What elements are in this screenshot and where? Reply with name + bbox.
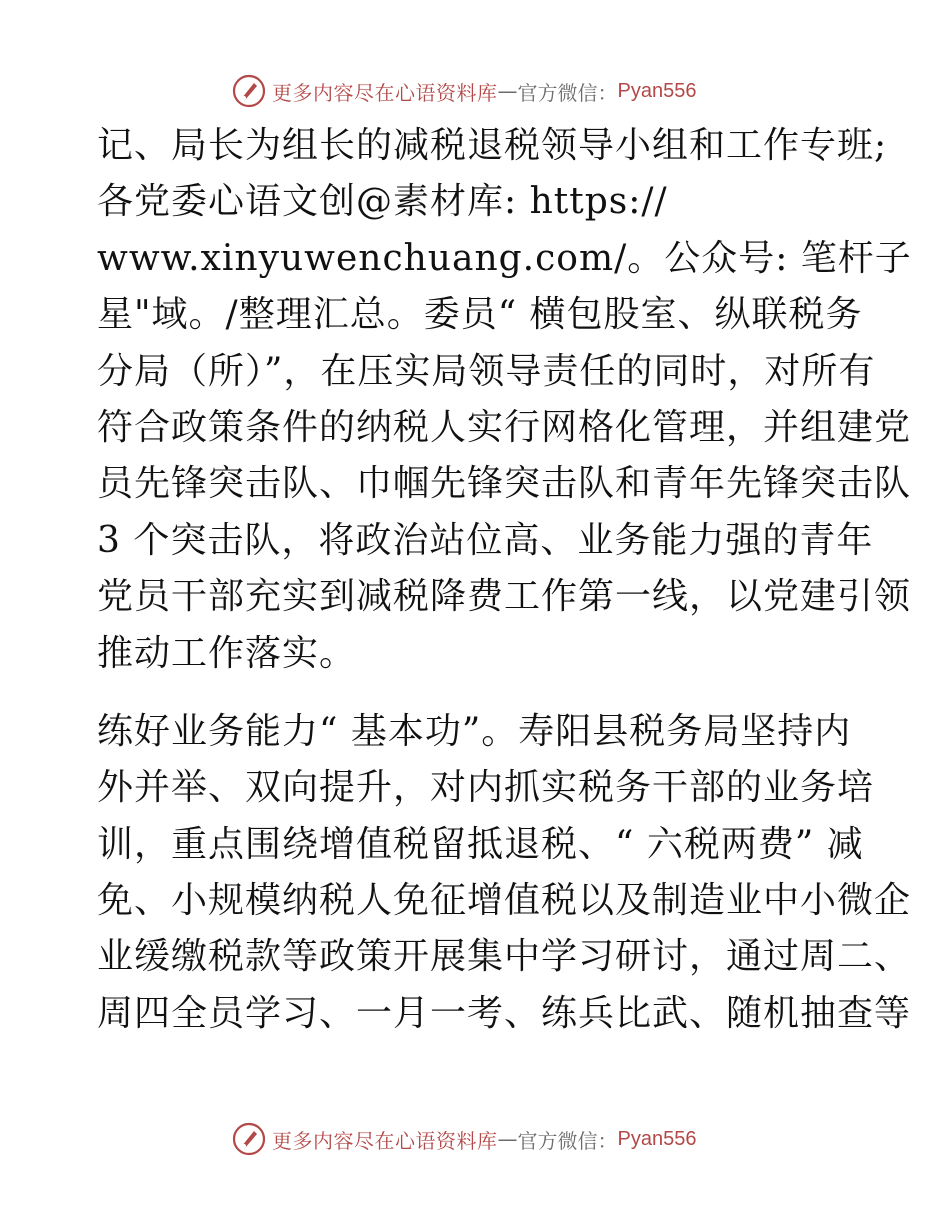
watermark-contact-label: 官方微信： [517,1128,618,1153]
pen-nib-logo-icon [232,74,266,108]
document-body [97,118,912,1042]
watermark-separator: — [497,79,518,103]
pen-nib-logo-icon [232,1122,266,1156]
text-line: 周四全员学习、一月一考、练兵比武、随机抽查等 [97,992,912,1034]
watermark-contact-label: 官方微信： [517,80,618,105]
text-line: 党员干部充实到减税降费工作第一线，以党建引领 [97,576,912,618]
text-line: 训，重点围绕增值税留抵退税、“ 六税两费” 减 [97,823,864,865]
text-line: www.xinyuwenchuang.com/。公众号: 笔杆子 [97,237,912,279]
watermark-separator: — [497,1127,518,1151]
text-line: 员先锋突击队、巾帼先锋突击队和青年先锋突击队 [97,463,912,505]
text-line: 星"域。/整理汇总。委员“ 横包股室、纵联税务 [97,294,863,336]
text-line: 免、小规模纳税人免征增值税以及制造业中小微企 [97,880,912,922]
text-line: 推动工作落实。 [97,632,357,674]
text-line: 3 个突击队，将政治站位高、业务能力强的青年 [97,519,874,561]
watermark-contact-id: Pyan556 [617,1127,697,1150]
watermark-brand: 更多内容尽在心语资料库 [272,1128,498,1153]
text-line: 外并举、双向提升，对内抓实税务干部的业务培 [97,767,875,809]
header-watermark [232,71,696,111]
footer-watermark [232,1119,696,1159]
text-line: 业缓缴税款等政策开展集中学习研讨，通过周二、 [97,936,912,978]
text-line: 各党委心语文创@素材库: https:// [97,181,668,223]
text-line: 符合政策条件的纳税人实行网格化管理，并组建党 [97,406,912,448]
text-line: 记、局长为组长的减税退税领导小组和工作专班; [97,125,888,166]
paragraph-1 [97,118,912,682]
watermark-brand: 更多内容尽在心语资料库 [272,80,498,105]
text-line: 分局（所）”，在压实局领导责任的同时，对所有 [97,350,876,392]
watermark-contact-id: Pyan556 [617,79,697,102]
paragraph-2 [97,704,912,1042]
text-line: 练好业务能力“ 基本功”。寿阳县税务局坚持内 [97,710,852,752]
